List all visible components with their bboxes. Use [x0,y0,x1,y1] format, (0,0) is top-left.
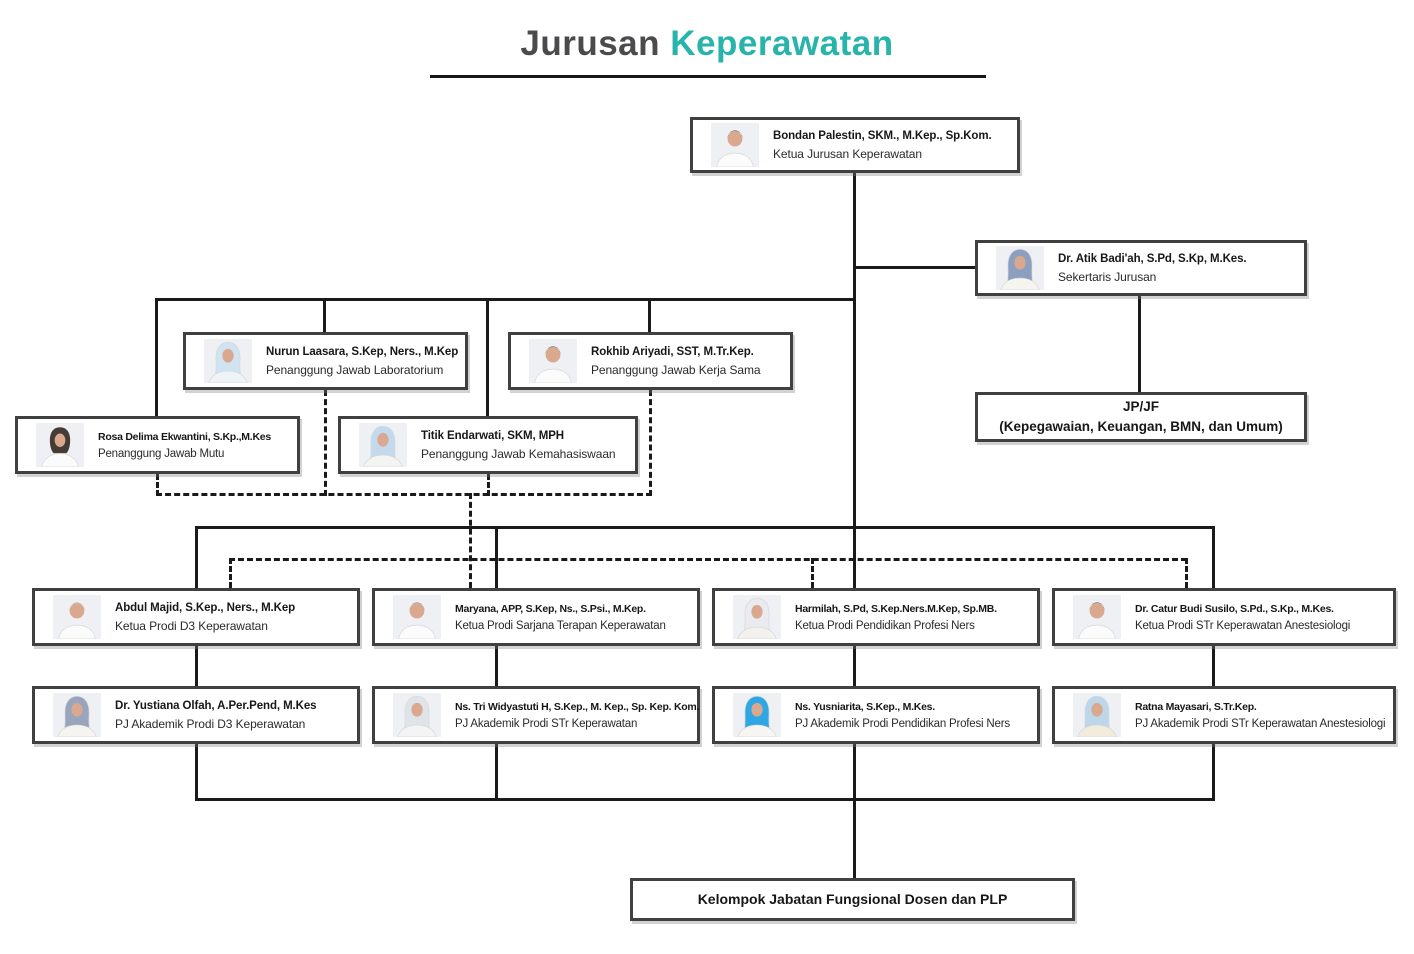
person-role: Ketua Prodi Pendidikan Profesi Ners [795,619,975,632]
person-role: Penanggung Jawab Kemahasiswaan [421,446,616,461]
line-drop-prodi-anestesiologi [1212,526,1215,588]
card-pj-akademik-anestesiologi [1052,686,1396,744]
line-ketua-pj-col2 [495,646,498,686]
person-role: Penanggung Jawab Laboratorium [266,362,444,377]
line-ketua-pj-col3 [853,646,856,686]
line-drop-prodi-d3 [195,526,198,588]
person-name: Ratna Mayasari, S.Tr.Kep. [1135,700,1257,713]
card-pj-akademik-d3 [32,686,360,744]
person-photo [393,595,441,639]
title-highlight: Keperawatan [670,24,894,63]
person-photo [1073,693,1121,737]
person-name: Rosa Delima Ekwantini, S.Kp.,M.Kes [98,430,271,443]
dash-below-laboratorium [324,390,327,496]
person-photo [53,595,101,639]
card-sekretaris-jurusan [975,240,1307,296]
person-photo [996,246,1044,290]
dash-descender [469,493,472,588]
line-ketua-pj-col1 [195,646,198,686]
person-role: Ketua Prodi Sarjana Terapan Keperawatan [455,619,666,632]
line-ketua-pj-col4 [1212,646,1215,686]
card-pj-mutu [15,416,300,474]
line-pj-down-col4 [1212,744,1215,801]
person-name: Rokhib Ariyadi, SST, M.Tr.Kep. [591,345,754,358]
person-role: Sekertaris Jurusan [1058,269,1157,284]
line-to-kelompok [853,798,856,878]
line-bottom-horizontal [195,798,1215,801]
person-role: Ketua Prodi D3 Keperawatan [115,618,268,633]
dash-pj-horizontal [156,493,652,496]
person-role: PJ Akademik Prodi STr Keperawatan Anestesiologi [1135,717,1386,730]
person-photo [36,423,84,467]
person-photo [733,595,781,639]
person-name: Harmilah, S.Pd, S.Kep.Ners.M.Kep, Sp.MB. [795,602,997,615]
person-name: Bondan Palestin, SKM., M.Kep., Sp.Kom. [773,129,992,142]
card-pj-kemahasiswaan [338,416,638,474]
dash-below-kerjasama [649,390,652,496]
line-drop-kerjasama [648,298,651,334]
card-pj-akademik-str [372,686,700,744]
card-ketua-prodi-d3 [32,588,360,646]
person-photo [733,693,781,737]
person-name: Titik Endarwati, SKM, MPH [421,429,564,442]
jpjf-subtitle: (Kepegawaian, Keuangan, BMN, dan Umum) [999,419,1283,434]
dash-drop-prodi-ners [811,558,814,588]
dash-prodi-horizontal [229,558,1187,561]
person-role: Penanggung Jawab Mutu [98,447,225,460]
line-tier2-horizontal [155,298,856,301]
person-photo [359,423,407,467]
person-role: PJ Akademik Prodi Pendidikan Profesi Ners [795,717,1010,730]
page-title [357,24,1057,64]
card-ketua-prodi-sarjana-terapan [372,588,700,646]
card-kelompok-jabatan [630,878,1075,921]
line-sekretaris-to-jpjf [1138,296,1141,392]
person-role: PJ Akademik Prodi D3 Keperawatan [115,716,306,731]
person-photo [1073,595,1121,639]
line-pj-down-col2 [495,744,498,801]
title-prefix: Jurusan [520,24,661,63]
person-photo [711,123,759,167]
card-ketua-prodi-anestesiologi [1052,588,1396,646]
dash-drop-prodi-d3 [229,558,232,588]
person-photo [529,339,577,383]
person-name: Ns. Yusniarita, S.Kep., M.Kes. [795,700,935,713]
card-ketua-prodi-profesi-ners [712,588,1040,646]
person-name: Dr. Yustiana Olfah, A.Per.Pend, M.Kes [115,699,317,712]
line-to-sekretaris [853,266,975,269]
line-pj-down-col1 [195,744,198,801]
card-pj-akademik-profesi-ners [712,686,1040,744]
person-name: Maryana, APP, S.Kep, Ns., S.Psi., M.Kep. [455,602,646,615]
person-name: Dr. Catur Budi Susilo, S.Pd., S.Kp., M.Kes. [1135,602,1334,615]
kelompok-label: Kelompok Jabatan Fungsional Dosen dan PLP [697,891,1008,907]
line-drop-laboratorium [323,298,326,332]
card-pj-kerja-sama [508,332,793,390]
card-pj-laboratorium [183,332,468,390]
jpjf-title: JP/JF [1122,398,1160,414]
title-underline [430,75,986,78]
person-name: Ns. Tri Widyastuti H, S.Kep., M. Kep., Sp. Kep. Kom. [455,700,700,713]
person-photo [393,693,441,737]
person-role: PJ Akademik Prodi STr Keperawatan [455,717,638,730]
line-drop-kemahasiswaan [486,298,489,416]
line-tier3-horizontal [195,526,1215,529]
line-drop-mutu [155,298,158,416]
person-name: Abdul Majid, S.Kep., Ners., M.Kep [115,601,296,614]
dash-drop-prodi-anestesiologi [1185,558,1188,588]
card-jpjf [975,392,1307,442]
person-photo [204,339,252,383]
person-name: Nurun Laasara, S.Kep, Ners., M.Kep [266,345,459,358]
line-drop-prodi-str [495,526,498,588]
person-role: Ketua Prodi STr Keperawatan Anestesiologi [1135,619,1351,632]
card-ketua-jurusan [690,117,1020,173]
line-pj-down-col3 [853,744,856,801]
person-role: Penanggung Jawab Kerja Sama [591,362,761,377]
person-role: Ketua Jurusan Keperawatan [773,146,922,161]
person-name: Dr. Atik Badi'ah, S.Pd, S.Kp, M.Kes. [1058,252,1247,265]
person-photo [53,693,101,737]
